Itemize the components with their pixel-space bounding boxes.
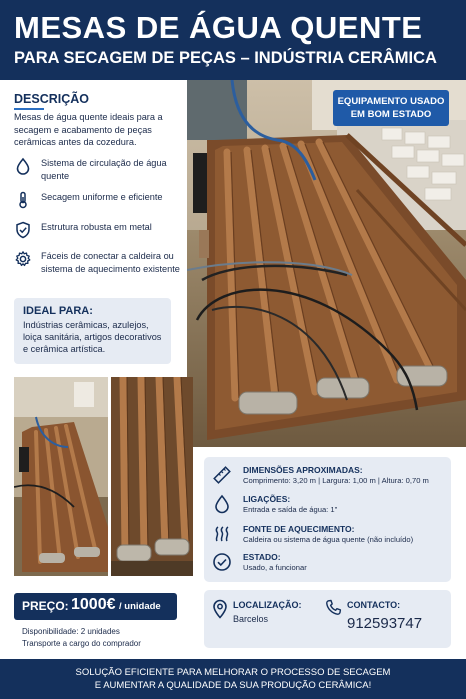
- title-underline: [14, 108, 44, 110]
- main-product-photo: [187, 80, 466, 447]
- page-subtitle: PARA SECAGEM DE PEÇAS – INDÚSTRIA CERÂMICA: [14, 49, 437, 67]
- water-drop-icon: [14, 157, 32, 175]
- contact-heading: CONTACTO:: [347, 600, 401, 610]
- location-contact-panel: [204, 590, 451, 648]
- footer-line-1: SOLUÇÃO EFICIENTE PARA MELHORAR O PROCESSO DE SECAGEM: [75, 667, 391, 678]
- footer-line-2: E AUMENTAR A QUALIDADE DA SUA PRODUÇÃO CERÂMICA!: [94, 680, 372, 691]
- price-value: 1000€: [71, 596, 116, 613]
- phone-icon: [325, 599, 342, 616]
- shield-check-icon: [14, 221, 32, 239]
- secondary-photo-1: [14, 377, 108, 576]
- description-text: Mesas de água quente ideais para a secagem e acabamento de peças cerâmicas antes da cozedura.: [14, 112, 163, 147]
- used-equipment-badge: [333, 90, 449, 126]
- thermometer-icon: [14, 191, 32, 209]
- feature-text: Sistema de circulação de água quente: [41, 158, 167, 181]
- ideal-for-text: Indústrias cerâmicas, azulejos, loiça sanitária, artigos decorativos e cerâmica artística.: [23, 320, 162, 354]
- spec-heading: LIGAÇÕES:: [243, 494, 291, 504]
- spec-value: Caldeira ou sistema de água quente (não incluído): [243, 535, 414, 544]
- price-unit: / unidade: [119, 601, 161, 612]
- spec-heading: FONTE DE AQUECIMENTO:: [243, 524, 355, 534]
- heat-waves-icon: [212, 524, 232, 544]
- secondary-photo-2: [111, 377, 193, 576]
- spec-heading: DIMENSÕES APROXIMADAS:: [243, 465, 363, 475]
- transport-text: Transporte a cargo do comprador: [22, 639, 141, 648]
- availability-text: Disponibilidade: 2 unidades: [22, 627, 120, 636]
- price-label: PREÇO:: [22, 599, 69, 613]
- header-banner: [0, 0, 466, 80]
- feature-text: Secagem uniforme e eficiente: [41, 192, 163, 202]
- spec-value: Comprimento: 3,20 m | Largura: 1,00 m | Altura: 0,70 m: [243, 476, 429, 485]
- badge-line-2: EM BOM ESTADO: [350, 109, 432, 120]
- location-pin-icon: [212, 599, 228, 619]
- ideal-for-title: IDEAL PARA:: [23, 305, 93, 317]
- location-value: Barcelos: [233, 614, 269, 624]
- feature-text: Estrutura robusta em metal: [41, 222, 152, 232]
- description-title: DESCRIÇÃO: [14, 92, 90, 106]
- feature-text: Fáceis de conectar a caldeira ou sistema de aquecimento existente: [41, 251, 180, 274]
- description-panel: [0, 80, 187, 377]
- water-drop-icon: [212, 494, 232, 514]
- spec-value: Entrada e saída de água: 1": [243, 505, 338, 514]
- spec-heading: ESTADO:: [243, 552, 281, 562]
- ruler-icon: [212, 465, 232, 485]
- badge-line-1: EQUIPAMENTO USADO: [337, 96, 445, 107]
- price-banner: [14, 593, 177, 620]
- contact-phone[interactable]: 912593747: [347, 615, 423, 632]
- ideal-for-box: [14, 298, 171, 364]
- specifications-panel: [204, 457, 451, 582]
- spec-value: Usado, a funcionar: [243, 563, 307, 572]
- footer-banner: [0, 659, 466, 699]
- check-circle-icon: [212, 552, 232, 572]
- page-title: MESAS DE ÁGUA QUENTE: [14, 10, 423, 45]
- location-heading: LOCALIZAÇÃO:: [233, 600, 302, 610]
- gear-icon: [14, 250, 32, 268]
